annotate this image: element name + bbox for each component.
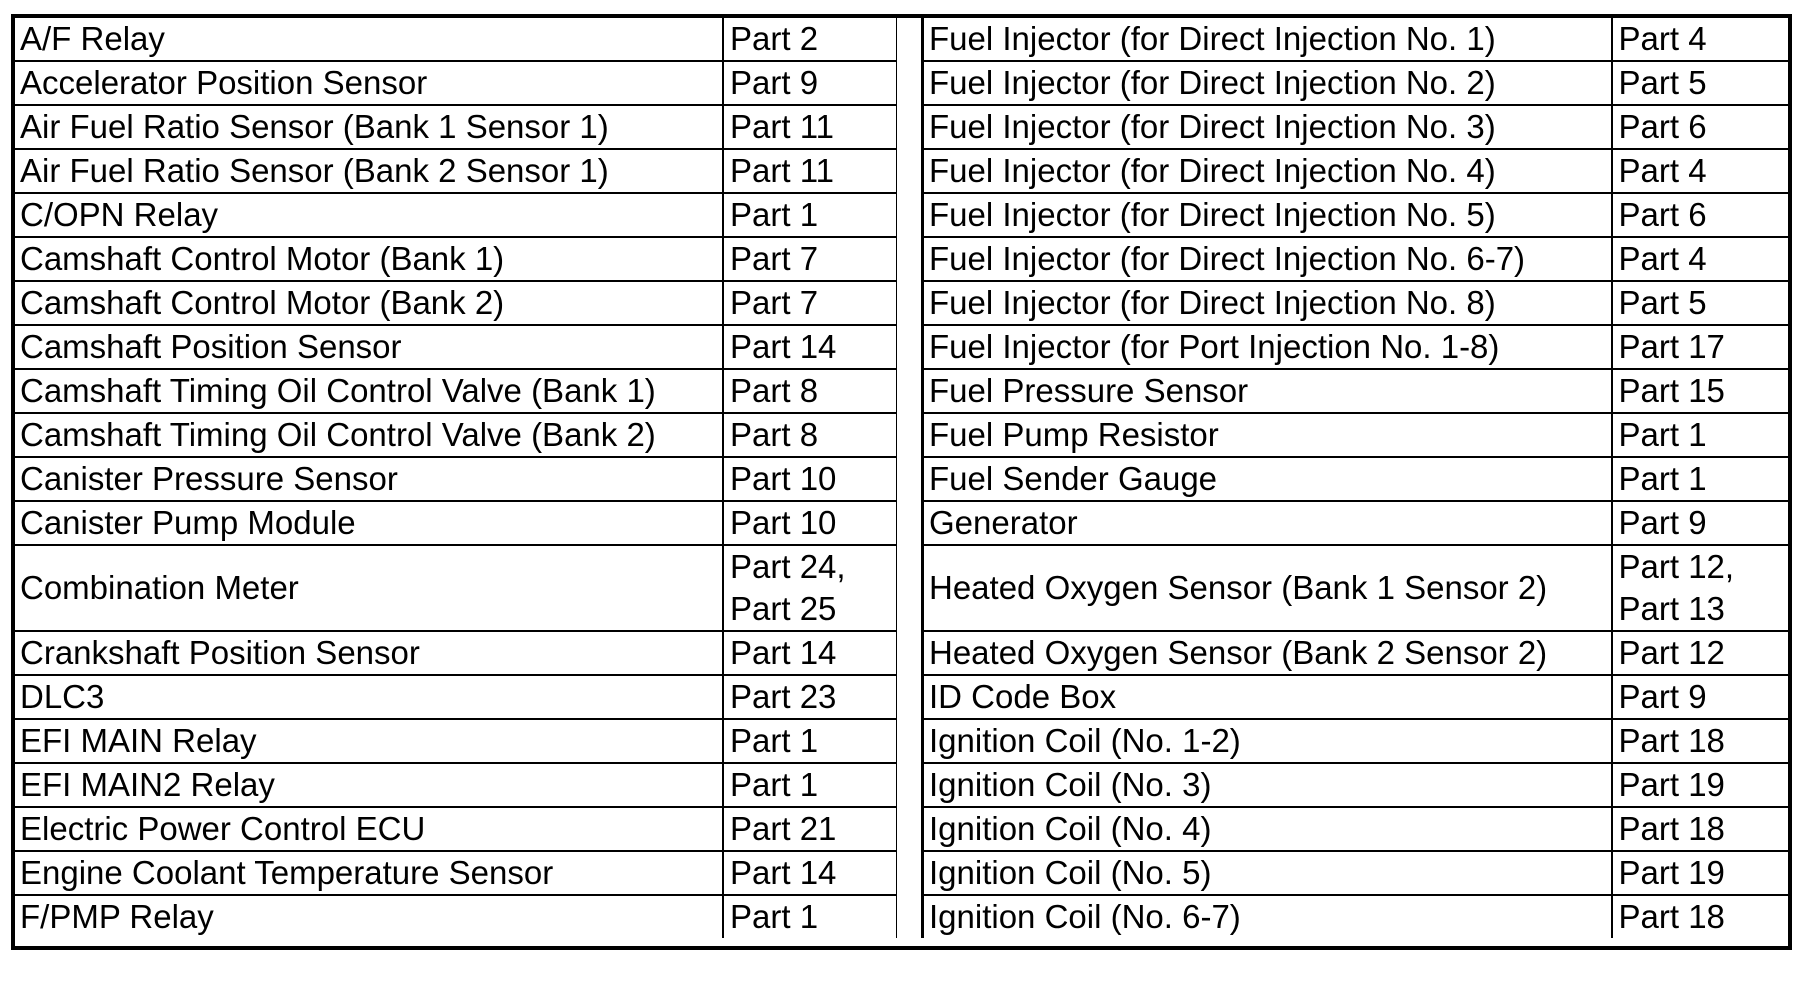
part-number: Part 1 [730, 766, 819, 803]
table-row [923, 369, 1790, 413]
part-reference [723, 895, 897, 938]
component-name: Heated Oxygen Sensor (Bank 1 Sensor 2) [923, 545, 1612, 631]
table-row [923, 237, 1790, 281]
part-reference [1612, 413, 1790, 457]
table-row [15, 193, 897, 237]
part-reference [1612, 851, 1790, 895]
component-name: Canister Pump Module [15, 501, 723, 545]
part-reference [723, 631, 897, 675]
part-number: Part 7 [730, 284, 819, 321]
component-name: Ignition Coil (No. 1-2) [923, 719, 1612, 763]
component-name: Canister Pressure Sensor [15, 457, 723, 501]
table-row [923, 851, 1790, 895]
component-name: Fuel Sender Gauge [923, 457, 1612, 501]
component-name: Combination Meter [15, 545, 723, 631]
part-number: Part 1 [730, 722, 819, 759]
part-reference [723, 763, 897, 807]
part-number: Part 6 [1618, 196, 1707, 233]
part-reference [1612, 807, 1790, 851]
component-name: Fuel Injector (for Direct Injection No. 1) [923, 18, 1612, 61]
table-row [923, 61, 1790, 105]
part-number: Part 9 [1618, 504, 1707, 541]
component-name: Camshaft Control Motor (Bank 1) [15, 237, 723, 281]
component-name: Ignition Coil (No. 4) [923, 807, 1612, 851]
part-reference [1612, 895, 1790, 938]
part-reference [723, 18, 897, 61]
table-row [923, 807, 1790, 851]
part-number: Part 9 [730, 64, 819, 101]
table-row [923, 719, 1790, 763]
part-number: Part 8 [730, 372, 819, 409]
part-reference [723, 457, 897, 501]
component-name: Electric Power Control ECU [15, 807, 723, 851]
table-row [15, 105, 897, 149]
part-reference [1612, 501, 1790, 545]
table-row [15, 61, 897, 105]
component-name: Fuel Injector (for Direct Injection No. 5) [923, 193, 1612, 237]
component-name: EFI MAIN Relay [15, 719, 723, 763]
part-number: Part 6 [1618, 108, 1707, 145]
table-row [923, 763, 1790, 807]
component-name: ID Code Box [923, 675, 1612, 719]
part-reference [1612, 149, 1790, 193]
component-name: Heated Oxygen Sensor (Bank 2 Sensor 2) [923, 631, 1612, 675]
component-name: Camshaft Control Motor (Bank 2) [15, 281, 723, 325]
part-number: Part 5 [1618, 64, 1707, 101]
part-reference [1612, 281, 1790, 325]
part-number: Part 18 [1618, 898, 1725, 935]
component-name: Fuel Injector (for Direct Injection No. 2) [923, 61, 1612, 105]
part-number: Part 10 [730, 504, 837, 541]
part-number: Part 17 [1618, 328, 1725, 365]
component-name: F/PMP Relay [15, 895, 723, 938]
part-reference [1612, 763, 1790, 807]
part-number: Part 7 [730, 240, 819, 277]
component-name: EFI MAIN2 Relay [15, 763, 723, 807]
table-row [923, 545, 1790, 631]
part-number: Part 14 [730, 328, 837, 365]
component-name: C/OPN Relay [15, 193, 723, 237]
part-reference [1612, 631, 1790, 675]
part-reference [723, 675, 897, 719]
part-reference [1612, 369, 1790, 413]
part-number: Part 15 [1618, 372, 1725, 409]
component-index-frame [11, 14, 1792, 950]
part-reference [1612, 105, 1790, 149]
component-name: Fuel Injector (for Direct Injection No. 6-7) [923, 237, 1612, 281]
part-number: Part 19 [1618, 854, 1725, 891]
component-name: Air Fuel Ratio Sensor (Bank 2 Sensor 1) [15, 149, 723, 193]
part-reference [723, 61, 897, 105]
part-number: Part 18 [1618, 722, 1725, 759]
component-name: Ignition Coil (No. 6-7) [923, 895, 1612, 938]
part-number: Part 4 [1618, 20, 1707, 57]
part-reference [1612, 193, 1790, 237]
part-reference [723, 193, 897, 237]
part-number: Part 8 [730, 416, 819, 453]
table-row [15, 895, 897, 938]
table-row [15, 325, 897, 369]
part-reference [723, 413, 897, 457]
table-row [15, 501, 897, 545]
component-name: Fuel Injector (for Direct Injection No. 8) [923, 281, 1612, 325]
part-reference [1612, 325, 1790, 369]
component-name: Camshaft Position Sensor [15, 325, 723, 369]
table-row [15, 149, 897, 193]
component-name: Ignition Coil (No. 5) [923, 851, 1612, 895]
right-component-table [921, 18, 1790, 938]
table-row [15, 763, 897, 807]
table-row [923, 281, 1790, 325]
part-number: Part 5 [1618, 284, 1707, 321]
part-reference [1612, 545, 1790, 631]
part-reference [1612, 719, 1790, 763]
part-reference [1612, 18, 1790, 61]
part-number: Part 19 [1618, 766, 1725, 803]
component-name: Ignition Coil (No. 3) [923, 763, 1612, 807]
part-number: Part 24, [730, 548, 846, 585]
part-reference [723, 281, 897, 325]
table-row [923, 501, 1790, 545]
part-number: Part 13 [1618, 590, 1725, 627]
part-number: Part 1 [1618, 416, 1707, 453]
part-reference [723, 105, 897, 149]
table-row [923, 631, 1790, 675]
component-name: Fuel Pressure Sensor [923, 369, 1612, 413]
component-name: Fuel Injector (for Port Injection No. 1-8) [923, 325, 1612, 369]
part-number: Part 23 [730, 678, 837, 715]
part-reference [723, 237, 897, 281]
table-row [923, 149, 1790, 193]
table-row [15, 851, 897, 895]
table-row [15, 237, 897, 281]
part-reference [723, 325, 897, 369]
part-number: Part 21 [730, 810, 837, 847]
table-row [15, 719, 897, 763]
table-row [15, 281, 897, 325]
part-reference [723, 149, 897, 193]
component-name: DLC3 [15, 675, 723, 719]
table-row [923, 105, 1790, 149]
part-number: Part 12, [1618, 548, 1735, 585]
component-name: Accelerator Position Sensor [15, 61, 723, 105]
part-number: Part 1 [730, 898, 819, 935]
part-number: Part 11 [730, 108, 834, 145]
part-reference [723, 807, 897, 851]
table-row [923, 18, 1790, 61]
table-row [15, 18, 897, 61]
component-name: Fuel Pump Resistor [923, 413, 1612, 457]
part-reference [723, 719, 897, 763]
part-number: Part 25 [730, 590, 837, 627]
component-name: Engine Coolant Temperature Sensor [15, 851, 723, 895]
component-name: Fuel Injector (for Direct Injection No. 4) [923, 149, 1612, 193]
part-reference [1612, 61, 1790, 105]
part-number: Part 18 [1618, 810, 1725, 847]
part-number: Part 9 [1618, 678, 1707, 715]
table-row [15, 545, 897, 631]
part-number: Part 4 [1618, 152, 1707, 189]
component-name: Camshaft Timing Oil Control Valve (Bank 2) [15, 413, 723, 457]
left-component-table [15, 18, 899, 938]
table-row [923, 895, 1790, 938]
part-number: Part 10 [730, 460, 837, 497]
table-row [923, 675, 1790, 719]
component-name: Camshaft Timing Oil Control Valve (Bank 1) [15, 369, 723, 413]
component-name: A/F Relay [15, 18, 723, 61]
table-row [15, 631, 897, 675]
part-number: Part 14 [730, 854, 837, 891]
table-row [15, 413, 897, 457]
part-number: Part 11 [730, 152, 834, 189]
column-divider [897, 18, 921, 946]
table-row [15, 457, 897, 501]
table-row [15, 369, 897, 413]
part-reference [723, 501, 897, 545]
part-reference [723, 545, 897, 631]
part-reference [1612, 237, 1790, 281]
part-reference [723, 851, 897, 895]
table-row [15, 675, 897, 719]
table-row [923, 413, 1790, 457]
component-name: Generator [923, 501, 1612, 545]
part-number: Part 2 [730, 20, 819, 57]
part-number: Part 1 [1618, 460, 1707, 497]
part-reference [1612, 457, 1790, 501]
part-number: Part 4 [1618, 240, 1707, 277]
part-reference [1612, 675, 1790, 719]
part-number: Part 1 [730, 196, 819, 233]
table-row [923, 325, 1790, 369]
table-row [923, 457, 1790, 501]
part-reference [723, 369, 897, 413]
component-name: Crankshaft Position Sensor [15, 631, 723, 675]
part-number: Part 12 [1618, 634, 1725, 671]
part-number: Part 14 [730, 634, 837, 671]
component-name: Air Fuel Ratio Sensor (Bank 1 Sensor 1) [15, 105, 723, 149]
table-row [15, 807, 897, 851]
table-row [923, 193, 1790, 237]
component-name: Fuel Injector (for Direct Injection No. 3) [923, 105, 1612, 149]
